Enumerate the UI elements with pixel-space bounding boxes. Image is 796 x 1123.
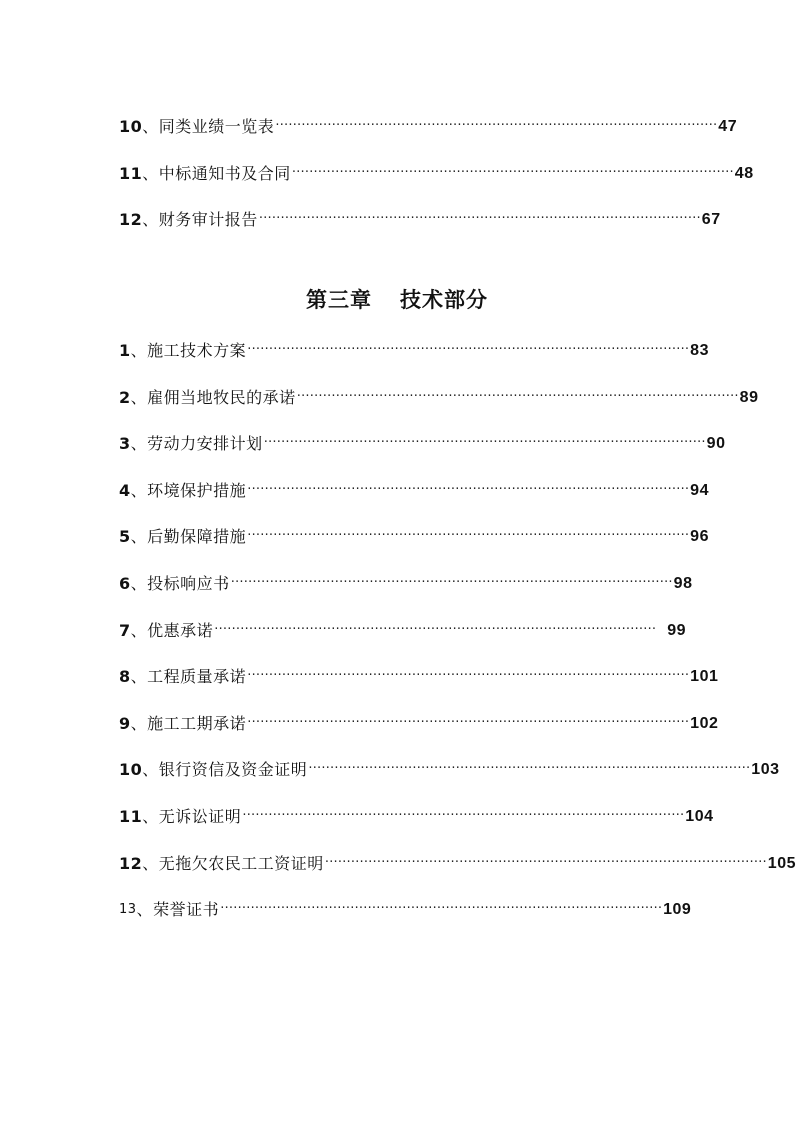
toc-entry-page: 98 <box>673 574 693 592</box>
toc-leader-dots: ………………………………………………………………………………………… <box>291 160 734 176</box>
toc-entry-title: 银行资信及资金证明 <box>158 760 308 780</box>
toc-leader-dots: ………………………………………………………………………………………… <box>247 477 690 493</box>
toc-entry-separator: 、 <box>142 806 159 826</box>
toc-entry-number: 4 <box>119 480 131 500</box>
toc-entry-separator: 、 <box>130 527 148 547</box>
toc-entry-title: 环境保护措施 <box>147 480 247 500</box>
toc-list-chapter-3 <box>119 338 796 923</box>
chapter-heading <box>0 284 794 314</box>
toc-entry[interactable] <box>119 140 754 187</box>
toc-entry-number: 9 <box>119 713 131 733</box>
toc-entry-page: 103 <box>751 761 780 779</box>
toc-entry[interactable] <box>119 411 726 458</box>
toc-entry-number: 7 <box>119 620 131 640</box>
toc-leader-dots: ………………………………………………………………………………………… <box>247 338 690 353</box>
toc-entry-page: 90 <box>706 435 726 453</box>
toc-entry-title: 劳动力安排计划 <box>147 434 263 454</box>
toc-entry-title: 施工技术方案 <box>147 341 247 360</box>
toc-entry-number: 13 <box>119 902 137 918</box>
toc-entry-number: 12 <box>119 853 143 873</box>
toc-entry-number: 11 <box>119 163 143 183</box>
toc-leader-dots: ………………………………………………………………………………………… <box>220 897 663 913</box>
toc-entry[interactable] <box>119 364 759 411</box>
toc-entry-separator: 、 <box>130 620 148 640</box>
toc-entry-page: 94 <box>690 481 709 499</box>
toc-entry-number: 6 <box>119 573 131 593</box>
toc-leader-dots: ………………………………………………………………………………………… <box>214 617 657 633</box>
toc-entry[interactable] <box>119 187 721 234</box>
toc-entry-separator: 、 <box>142 760 159 780</box>
toc-entry-number: 5 <box>119 527 131 547</box>
toc-entry-separator: 、 <box>130 387 148 407</box>
toc-entry-title: 优惠承诺 <box>147 620 214 640</box>
toc-entry-page: 67 <box>701 211 721 229</box>
toc-entry-number: 11 <box>119 806 143 826</box>
toc-entry-separator: 、 <box>130 667 148 687</box>
toc-entry-page: 96 <box>690 528 709 546</box>
toc-leader-dots: ………………………………………………………………………………………… <box>324 850 767 866</box>
toc-entry[interactable] <box>119 114 738 140</box>
toc-entry-separator: 、 <box>136 900 154 920</box>
toc-entry-title: 施工工期承诺 <box>147 713 247 733</box>
toc-entry-title: 同类业绩一览表 <box>158 117 275 136</box>
toc-leader-dots: ………………………………………………………………………………………… <box>275 114 718 129</box>
toc-entry-separator: 、 <box>142 163 159 183</box>
toc-entry[interactable] <box>119 597 686 644</box>
toc-entry-number: 12 <box>119 210 143 230</box>
toc-entry-title: 财务审计报告 <box>158 210 258 230</box>
toc-entry-page: 83 <box>690 342 709 359</box>
toc-entry-page: 48 <box>734 164 754 182</box>
toc-entry[interactable] <box>119 737 780 784</box>
toc-entry-page: 109 <box>663 901 692 919</box>
toc-entry[interactable] <box>119 457 709 504</box>
toc-entry[interactable] <box>119 338 709 364</box>
toc-entry-page: 105 <box>767 854 796 872</box>
toc-leader-dots: ………………………………………………………………………………………… <box>230 570 673 586</box>
toc-leader-dots: ………………………………………………………………………………………… <box>258 207 701 223</box>
toc-entry-separator: 、 <box>130 480 148 500</box>
toc-entry[interactable] <box>119 550 693 597</box>
toc-entry-page: 102 <box>690 714 719 732</box>
toc-entry-title: 无诉讼证明 <box>158 806 242 826</box>
toc-entry-separator: 、 <box>142 210 159 230</box>
toc-leader-dots: ………………………………………………………………………………………… <box>308 757 751 773</box>
toc-entry[interactable] <box>119 783 714 830</box>
toc-entry-page: 89 <box>739 388 759 406</box>
toc-entry-number: 10 <box>119 117 143 136</box>
toc-list-continued <box>119 114 754 233</box>
toc-entry-title: 中标通知书及合同 <box>158 163 291 183</box>
toc-entry-number: 8 <box>119 667 131 687</box>
toc-leader-dots: ………………………………………………………………………………………… <box>247 710 690 726</box>
chapter-name: 技术部分 <box>400 288 488 312</box>
toc-leader-dots: ………………………………………………………………………………………… <box>242 803 685 819</box>
toc-entry[interactable] <box>119 830 796 877</box>
toc-entry-separator: 、 <box>142 853 159 873</box>
toc-entry[interactable] <box>119 644 719 691</box>
toc-entry-title: 投标响应书 <box>147 573 230 593</box>
toc-entry-number: 1 <box>119 341 131 360</box>
toc-entry-number: 10 <box>119 760 143 780</box>
toc-entry-separator: 、 <box>142 117 159 136</box>
toc-entry-title: 工程质量承诺 <box>147 667 247 687</box>
toc-entry-title: 无拖欠农民工工资证明 <box>158 853 324 873</box>
toc-leader-dots: ………………………………………………………………………………………… <box>296 384 739 400</box>
toc-leader-dots: ………………………………………………………………………………………… <box>263 431 706 447</box>
toc-entry-separator: 、 <box>130 341 148 360</box>
toc-entry-title: 后勤保障措施 <box>147 527 247 547</box>
toc-entry-page: 101 <box>690 668 719 686</box>
toc-entry[interactable] <box>119 504 709 551</box>
toc-entry-separator: 、 <box>130 573 148 593</box>
toc-leader-dots: ………………………………………………………………………………………… <box>247 664 690 680</box>
toc-entry-separator: 、 <box>130 713 148 733</box>
toc-entry-number: 3 <box>119 434 131 454</box>
toc-entry-page: 99 <box>667 621 686 639</box>
toc-leader-dots: ………………………………………………………………………………………… <box>247 524 690 540</box>
chapter-label: 第三章 <box>306 288 372 312</box>
toc-entry-page: 104 <box>685 807 714 825</box>
toc-entry-title: 荣誉证书 <box>153 900 220 920</box>
toc-entry-title: 雇佣当地牧民的承诺 <box>147 387 296 407</box>
toc-entry-separator: 、 <box>130 434 148 454</box>
toc-entry-page: 47 <box>718 118 738 135</box>
toc-entry-number: 2 <box>119 387 131 407</box>
toc-entry[interactable] <box>119 690 719 737</box>
toc-entry[interactable] <box>119 877 692 924</box>
